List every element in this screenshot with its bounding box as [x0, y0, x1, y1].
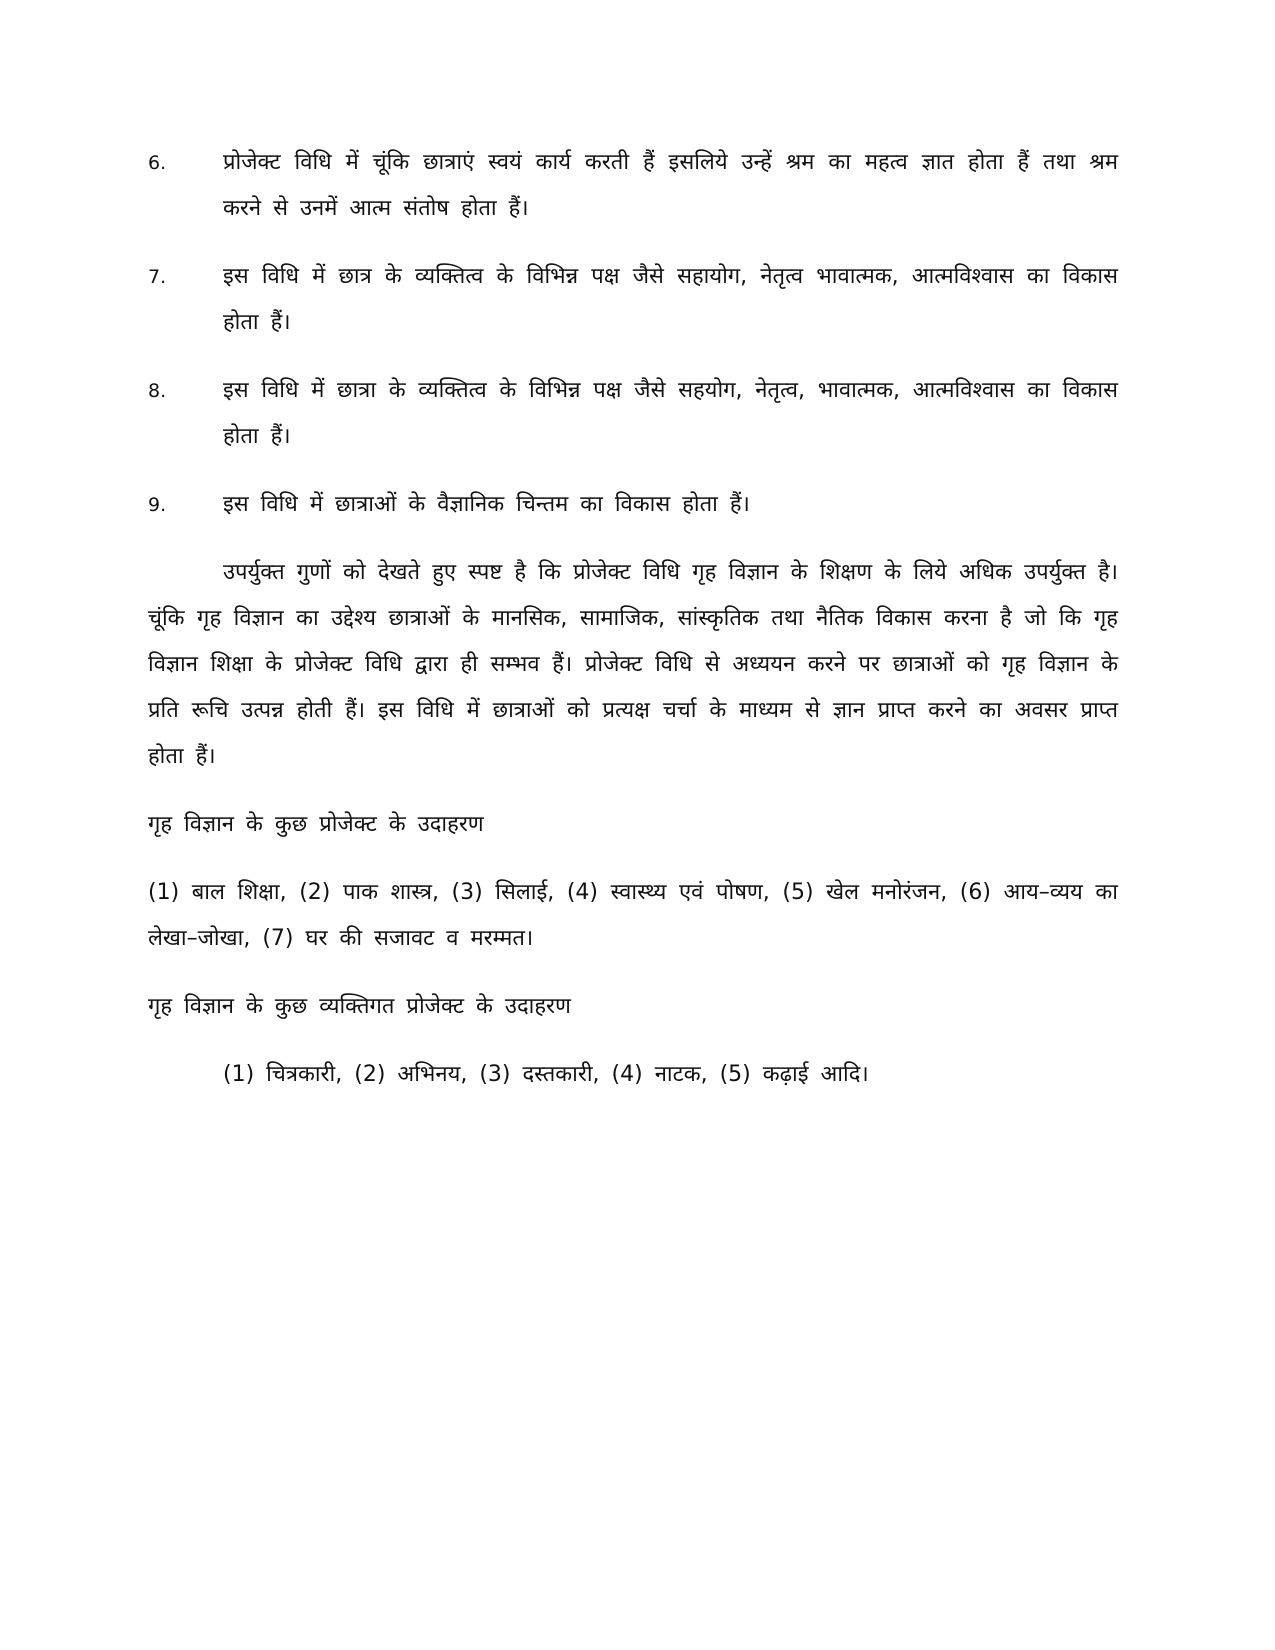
list-item-text: प्रोजेक्ट विधि में चूंकि छात्राएं स्वयं कार्य करती हैं इसलिये उन्हें श्रम का महत्व ज्ञात होता हैं तथा श्रम करने से उनमें आत्म संतोष होता हैं। [223, 150, 1118, 221]
individual-project-examples: (1) चित्रकारी, (2) अभिनय, (3) दस्तकारी, (4) नाटक, (5) कढ़ाई आदि। [223, 1062, 869, 1087]
section-heading-individual-projects: गृह विज्ञान के कुछ व्यक्तिगत प्रोजेक्ट के उदाहरण [148, 994, 571, 1019]
summary-paragraph: उपर्युक्त गुणों को देखते हुए स्पष्ट है कि प्रोजेक्ट विधि गृह विज्ञान के शिक्षण के लिये अधिक उपर्युक्त है। चूंकि गृह विज्ञान का उद्देश्य छात्राओं के मानसिक, सामाजिक, सांस्कृतिक तथा नैतिक विकास करना है जो कि गृह विज्ञान शिक्षा के प्रोजेक्ट विधि द्वारा ही सम्भव हैं। प्रोजेक्ट विधि से अध्ययन करने पर छात्राओं को गृह विज्ञान के प्रति रूचि उत्पन्न होती हैं। इस विधि में छात्राओं को प्रत्यक्ष चर्चा के माध्यम से ज्ञान प्राप्त करने का अवसर प्राप्त होता हैं। [148, 560, 1118, 769]
list-item-text: इस विधि में छात्राओं के वैज्ञानिक चिन्तम का विकास होता हैं। [223, 492, 750, 517]
page-content [148, 140, 1118, 1098]
list-item [148, 254, 1118, 346]
section-heading-projects: गृह विज्ञान के कुछ प्रोजेक्ट के उदाहरण [148, 812, 484, 837]
list-item-text: इस विधि में छात्रा के व्यक्तित्व के विभिन्न पक्ष जैसे सहयोग, नेतृत्व, भावात्मक, आत्मविश्वास का विकास होता हैं। [223, 378, 1118, 449]
list-item-number: 7. [148, 266, 167, 288]
list-item-number: 9. [148, 494, 167, 516]
list-item [148, 140, 1118, 232]
list-item [148, 482, 1118, 528]
project-examples: (1) बाल शिक्षा, (2) पाक शास्त्र, (3) सिलाई, (4) स्वास्थ्य एवं पोषण, (5) खेल मनोरंजन, (6) आय–व्यय का लेखा–जोखा, (7) घर की सजावट व मरम्मत। [148, 880, 1118, 951]
list-item [148, 368, 1118, 460]
list-item-text: इस विधि में छात्र के व्यक्तित्व के विभिन्न पक्ष जैसे सहायोग, नेतृत्व भावात्मक, आत्मविश्वास का विकास होता हैं। [223, 264, 1118, 335]
list-item-number: 8. [148, 380, 167, 402]
list-item-number: 6. [148, 152, 167, 174]
